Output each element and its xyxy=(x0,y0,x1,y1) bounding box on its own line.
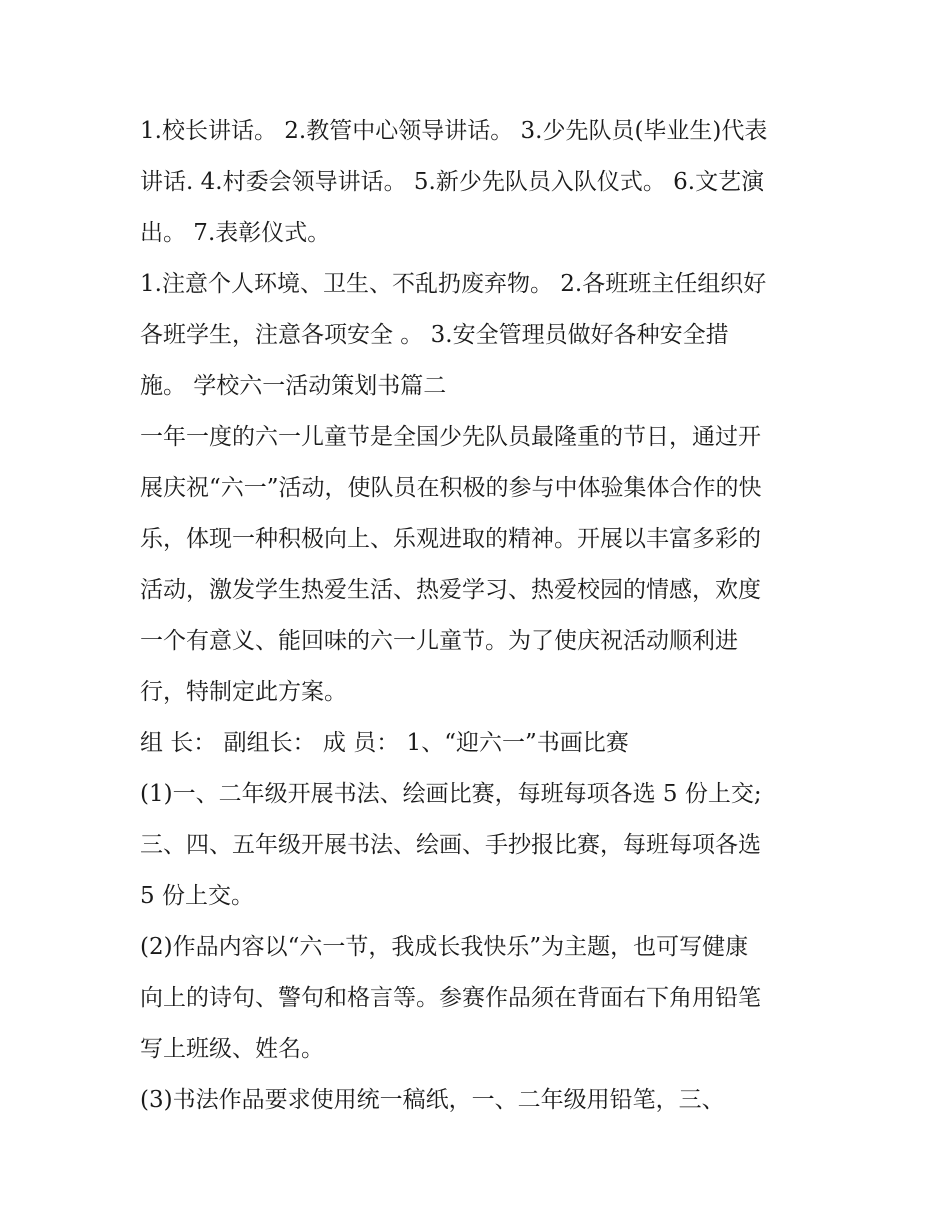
text-line: 活动，激发学生热爱生活、热爱学习、热爱校园的情感，欢度 xyxy=(140,577,761,603)
text-line: (1)一、二年级开展书法、绘画比赛，每班每项各选 5 份上交; xyxy=(140,781,762,807)
text-line: 讲话. 4.村委会领导讲话。 5.新少先队员入队仪式。 6.文艺演 xyxy=(140,169,765,195)
text-line: 向上的诗句、警句和格言等。参赛作品须在背面右下角用铅笔 xyxy=(140,985,761,1011)
text-line: 三、四、五年级开展书法、绘画、手抄报比赛，每班每项各选 xyxy=(140,832,761,858)
text-line: 施。 学校六一活动策划书篇二 xyxy=(140,373,447,399)
document-body xyxy=(140,106,816,1126)
text-line: 组 长： 副组长： 成 员： 1、“迎六一”书画比赛 xyxy=(140,730,629,756)
text-line: 行，特制定此方案。 xyxy=(140,679,347,705)
text-line: 乐，体现一种积极向上、乐观进取的精神。开展以丰富多彩的 xyxy=(140,526,761,552)
text-line: 1.校长讲话。 2.教管中心领导讲话。 3.少先队员(毕业生)代表 xyxy=(140,118,768,144)
text-line: 各班学生，注意各项安全 。 3.安全管理员做好各种安全措 xyxy=(140,322,729,348)
text-line: 展庆祝“六一”活动，使队员在积极的参与中体验集体合作的快 xyxy=(140,475,762,501)
text-line: 一个有意义、能回味的六一儿童节。为了使庆祝活动顺利进 xyxy=(140,628,738,654)
text-line: (3)书法作品要求使用统一稿纸，一、二年级用铅笔，三、 xyxy=(140,1087,725,1113)
text-line: 写上班级、姓名。 xyxy=(140,1036,324,1062)
text-line: 出。 7.表彰仪式。 xyxy=(140,220,331,246)
text-line: (2)作品内容以“六一节，我成长我快乐”为主题，也可写健康 xyxy=(140,934,749,960)
text-line: 5 份上交。 xyxy=(140,883,254,909)
text-line: 一年一度的六一儿童节是全国少先队员最隆重的节日，通过开 xyxy=(140,424,761,450)
text-line: 1.注意个人环境、卫生、不乱扔废弃物。 2.各班班主任组织好 xyxy=(140,271,767,297)
